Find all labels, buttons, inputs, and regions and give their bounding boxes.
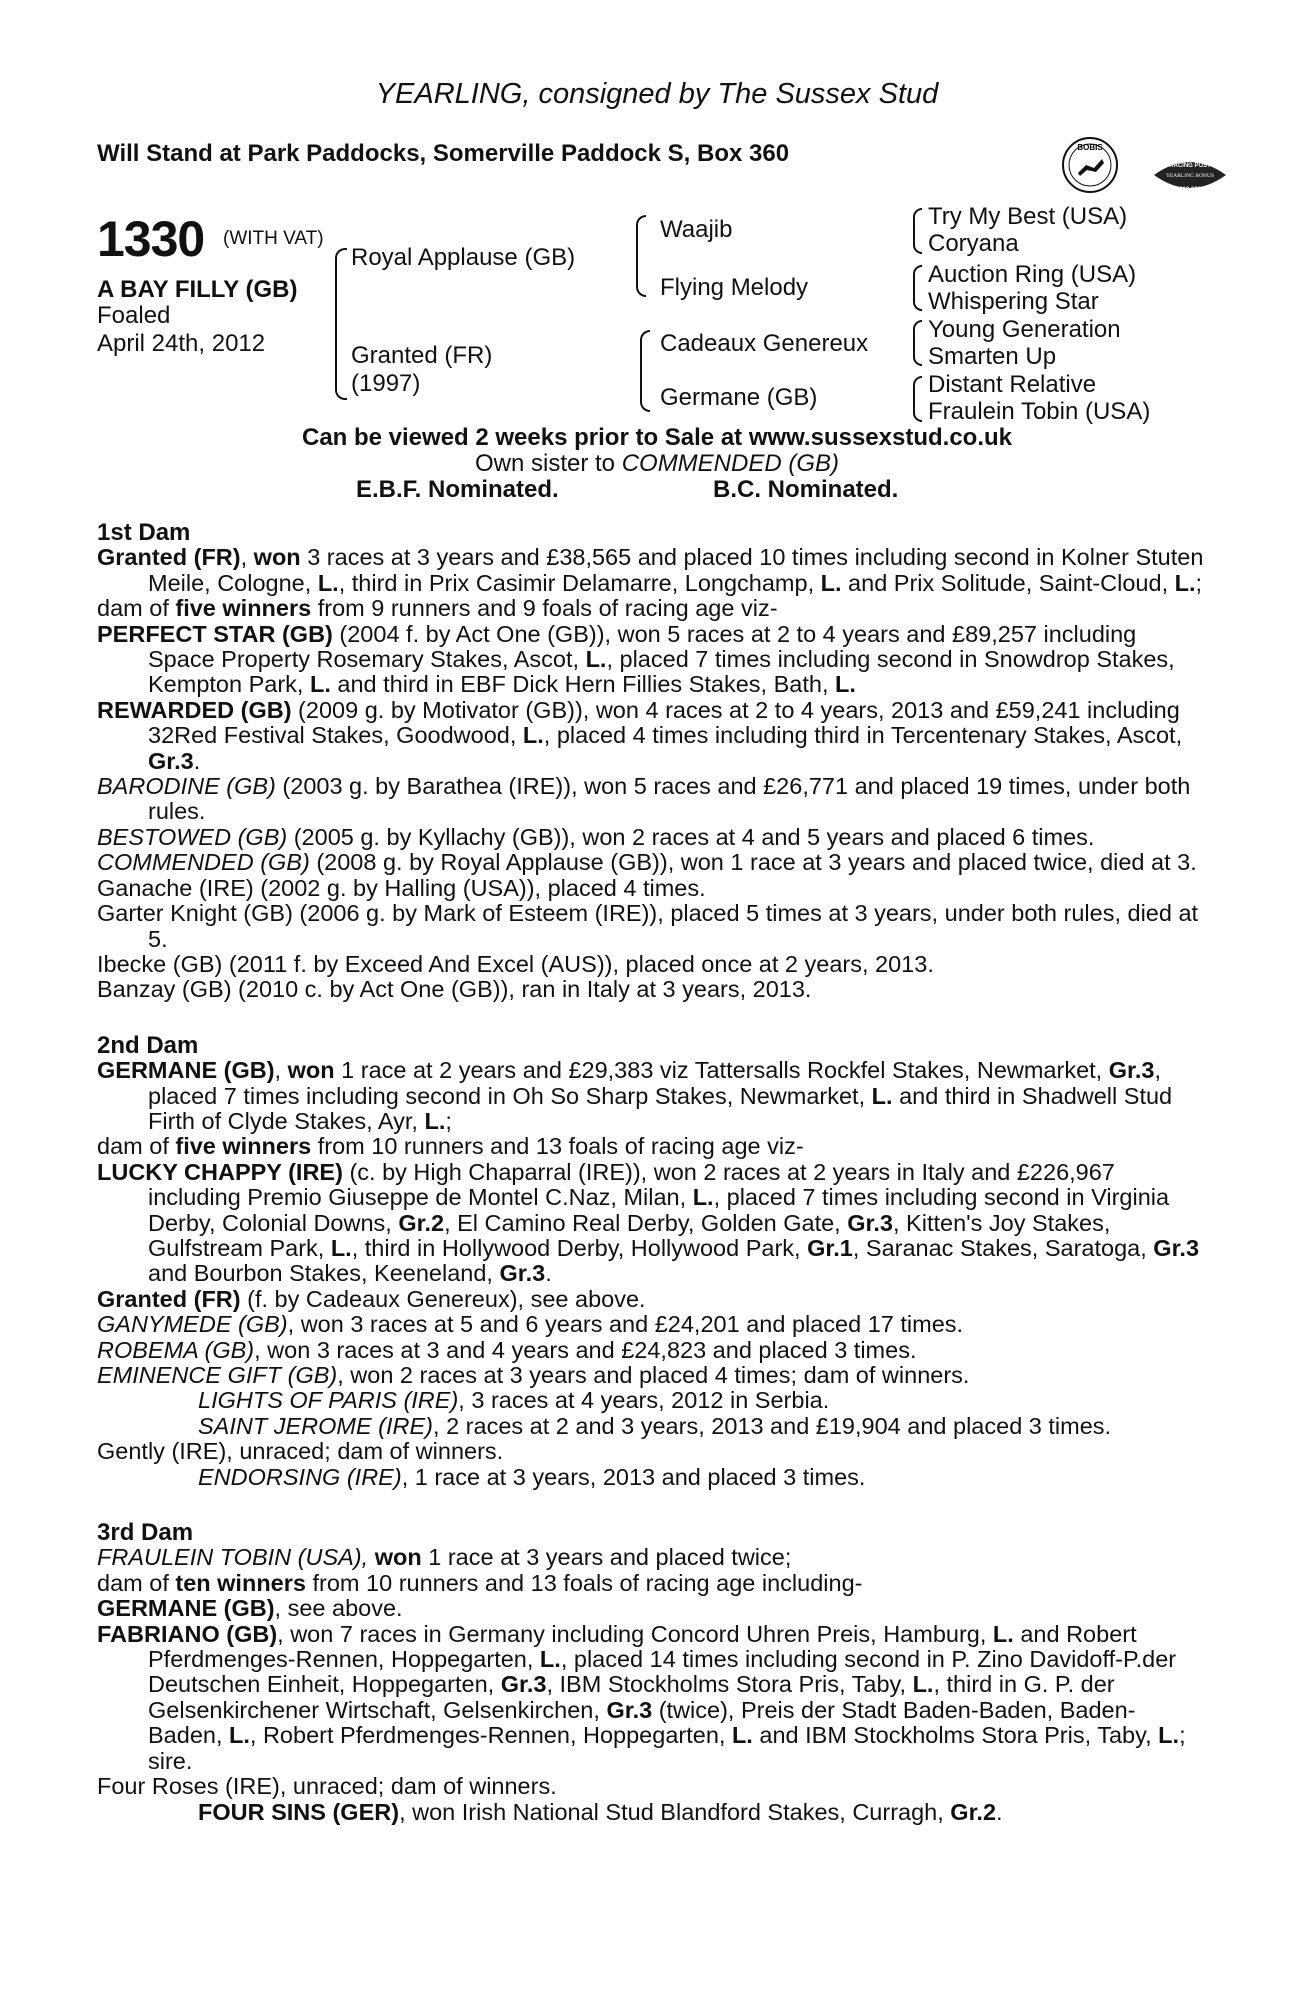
runner-text: , 3 races at 4 years, 2012 in Serbia. bbox=[458, 1387, 830, 1414]
runner-name: EMINENCE GIFT (GB) bbox=[97, 1362, 338, 1388]
list-item bbox=[97, 1596, 1207, 1621]
pedigree-dam-sire: Cadeaux Genereux bbox=[660, 330, 869, 357]
runner-name: LIGHTS OF PARIS (IRE) bbox=[198, 1387, 459, 1414]
listed-mark: L. bbox=[871, 1082, 893, 1109]
first-dam-text-b: , third in Prix Casimir Delamarre, Longchamp, bbox=[338, 569, 821, 596]
pedigree-g4: Whispering Star bbox=[928, 288, 1099, 315]
runner-name: SAINT JEROME (IRE) bbox=[198, 1412, 434, 1439]
stand-location: Will Stand at Park Paddocks, Somerville Paddock S, Box 360 bbox=[97, 140, 790, 167]
second-dam-text: 1 race at 2 years and £29,383 viz Tattersalls Rockfel Stakes, Newmarket, bbox=[334, 1057, 1109, 1084]
runner-name: PERFECT STAR (GB) bbox=[97, 620, 333, 647]
group-mark: Gr.3 bbox=[847, 1209, 893, 1236]
runner-text: , placed 7 times including second in Virginia Derby, Colonial Downs, bbox=[148, 1184, 1170, 1236]
runner-text: . bbox=[996, 1798, 1003, 1825]
listed-mark: L. bbox=[992, 1620, 1014, 1647]
listed-mark: L. bbox=[1158, 1722, 1180, 1749]
first-dam-name: Granted (FR) bbox=[97, 544, 241, 571]
pedigree-brace-dam bbox=[640, 330, 650, 412]
pedigree-sire-sire: Waajib bbox=[660, 216, 733, 243]
first-dam-record: Granted (FR), won 3 races at 3 years and £38,565 and placed 10 times including second in Kolner Stuten Meile, Cologne, L., third in Prix Casimir Delamarre, Longchamp, L. and Prix Solitude, Saint-Cloud, L.; bbox=[97, 544, 1204, 596]
group-mark: Gr.3 bbox=[499, 1260, 546, 1287]
listed-mark: L. bbox=[912, 1671, 934, 1698]
list-item: Gently (IRE), unraced; dam of winners. bbox=[97, 1438, 504, 1465]
pedigree-g8: Fraulein Tobin (USA) bbox=[928, 398, 1151, 425]
runner-text: (c. by High Chaparral (IRE)), won 2 races at 2 years in Italy and £226,967 including Premio Giuseppe de Montel C.Naz, Milan, bbox=[148, 1158, 1115, 1211]
group-mark: Gr.3 bbox=[1108, 1057, 1155, 1084]
runner-name: GANYMEDE (GB) bbox=[97, 1311, 288, 1338]
group-mark: Gr.3 bbox=[1153, 1234, 1200, 1261]
sister-note bbox=[0, 450, 1314, 478]
third-dam-won: won bbox=[374, 1544, 422, 1571]
listed-mark: L. bbox=[1174, 569, 1196, 596]
dam-of-suffix: from 10 runners and 13 foals of racing age including- bbox=[305, 1569, 863, 1596]
runner-text: , 2 races at 2 and 3 years, 2013 and £19,904 and placed 3 times. bbox=[433, 1412, 1112, 1439]
list-item bbox=[97, 1622, 1207, 1774]
bobis-logo-icon bbox=[1060, 135, 1120, 195]
pedigree-brace-main bbox=[335, 248, 347, 400]
runner-text: , Saranac Stakes, Saratoga, bbox=[852, 1234, 1154, 1261]
runner-name: COMMENDED (GB) bbox=[97, 849, 310, 876]
second-dam-text: and third in Shadwell Stud Firth of Clyde Stakes, Ayr, bbox=[148, 1082, 1173, 1134]
list-item: LUCKY CHAPPY (IRE) (c. by High Chaparral (IRE)), won 2 races at 2 years in Italy and £226,967 including Premio Giuseppe de Montel C.Naz, Milan, L., placed 7 times including second in Virginia Derby, Colonial Downs, Gr.2, El Camino Real Derby, Golden Gate, Gr.3, Kitten's Joy Stakes, Gulfstream Park, L., third in Hollywood Derby, Hollywood Park, Gr.1, Saranac Stakes, Saratoga, Gr.3 and Bourbon Stakes, Keeneland, Gr.3. bbox=[97, 1158, 1200, 1287]
runner-name: LUCKY CHAPPY (IRE) bbox=[97, 1158, 343, 1185]
third-dam-produce-summary bbox=[97, 1571, 1207, 1596]
first-dam-won: won bbox=[253, 544, 301, 571]
runner-text: , won Irish National Stud Blandford Stakes, Curragh, bbox=[399, 1798, 951, 1825]
third-dam-record bbox=[97, 1545, 1207, 1570]
dam-of-prefix: dam of bbox=[97, 1133, 176, 1160]
page-header: YEARLING, consigned by The Sussex Stud bbox=[375, 78, 939, 110]
pedigree-brace-g3 bbox=[913, 320, 922, 366]
pedigree-brace-g4 bbox=[913, 376, 922, 422]
runner-name: ROBEMA (GB) bbox=[97, 1336, 255, 1363]
foal-date: April 24th, 2012 bbox=[97, 330, 266, 357]
pedigree-g5: Young Generation bbox=[928, 316, 1121, 343]
listed-mark: L. bbox=[692, 1184, 714, 1211]
dam-of-suffix: from 9 runners and 9 foals of racing age viz- bbox=[311, 595, 778, 622]
racing-post-label: RACING POST bbox=[1169, 163, 1211, 169]
ebf-note: E.B.F. Nominated. bbox=[356, 476, 559, 503]
list-item: Ibecke (GB) (2011 f. by Exceed And Excel (AUS)), placed once at 2 years, 2013. bbox=[97, 950, 934, 977]
runner-text: , placed 14 times including second in P. Zino Davidoff-P.der Deutschen Einheit, Hoppegarten, bbox=[148, 1646, 1177, 1698]
list-item bbox=[97, 1363, 1207, 1388]
lot-number: 1330 bbox=[97, 211, 205, 267]
runner-text: and Bourbon Stakes, Keeneland, bbox=[148, 1260, 500, 1287]
listed-mark: L. bbox=[585, 646, 607, 673]
runner-text: , El Camino Real Derby, Golden Gate, bbox=[444, 1209, 848, 1236]
third-dam-text: 1 race at 3 years and placed twice; bbox=[421, 1544, 792, 1571]
bobis-label: BOBIS bbox=[1077, 143, 1103, 152]
runner-name: BARODINE (GB) bbox=[97, 773, 276, 800]
listed-mark: L. bbox=[330, 1234, 352, 1261]
runner-text: , won 3 races at 3 and 4 years and £24,823 and placed 3 times. bbox=[254, 1336, 917, 1363]
runner-text: ; sire. bbox=[148, 1722, 1186, 1774]
runner-text: and IBM Stockholms Stora Pris, Taby, bbox=[752, 1722, 1159, 1749]
second-dam-produce-summary bbox=[97, 1134, 1207, 1159]
list-item-grandchild bbox=[198, 1800, 1207, 1825]
second-dam-heading: 2nd Dam bbox=[97, 1031, 199, 1059]
yearling-bonus-logo-icon bbox=[1150, 145, 1230, 201]
dam-of-prefix: dam of bbox=[97, 1569, 176, 1596]
pedigree-g3: Auction Ring (USA) bbox=[928, 261, 1137, 288]
listed-mark: L. bbox=[522, 722, 544, 749]
first-dam-heading: 1st Dam bbox=[97, 519, 191, 546]
pedigree-brace-g2 bbox=[913, 265, 922, 311]
listed-mark: L. bbox=[835, 671, 856, 698]
list-item-grandchild bbox=[198, 1465, 1207, 1490]
runner-text: , Robert Pferdmenges-Rennen, Hoppegarten, bbox=[249, 1722, 732, 1749]
runner-text: , won 7 races in Germany including Concord Uhren Preis, Hamburg, bbox=[277, 1620, 993, 1647]
runner-name: ENDORSING (IRE) bbox=[198, 1463, 402, 1490]
runner-text: (2004 f. by Act One (GB)), won 5 races at 2 to 4 years and £89,257 including Space Property Rosemary Stakes, Ascot, bbox=[148, 620, 1137, 673]
first-dam-produce-summary bbox=[97, 596, 1207, 621]
yearling-bonus-label: YEARLING BONUS bbox=[1165, 173, 1215, 179]
runner-text: , third in Hollywood Derby, Hollywood Park, bbox=[351, 1234, 808, 1261]
pedigree-g2: Coryana bbox=[928, 230, 1019, 257]
bc-note: B.C. Nominated. bbox=[713, 476, 899, 503]
runner-text: and third in EBF Dick Hern Fillies Stakes, Bath, bbox=[330, 671, 835, 698]
runner-text: , see above. bbox=[274, 1595, 403, 1622]
second-dam-name: GERMANE (GB) bbox=[97, 1057, 275, 1084]
runner-name: GERMANE (GB) bbox=[97, 1595, 275, 1622]
runner-text: (2005 g. by Kyllachy (GB)), won 2 races at 4 and 5 years and placed 6 times. bbox=[287, 823, 1095, 850]
list-item bbox=[97, 622, 1207, 698]
group-mark: Gr.1 bbox=[807, 1234, 853, 1261]
second-dam-record: GERMANE (GB), won 1 race at 2 years and £29,383 viz Tattersalls Rockfel Stakes, Newmarket, Gr.3, placed 7 times including second in Oh So Sharp Stakes, Newmarket, L. and third in Shadwell Stud Firth of Clyde Stakes, Ayr, L.; bbox=[97, 1057, 1173, 1134]
lot-description: A BAY FILLY (GB) bbox=[97, 276, 298, 303]
runner-name: Granted (FR) bbox=[97, 1285, 241, 1312]
pedigree-g6: Smarten Up bbox=[928, 343, 1057, 370]
list-item: REWARDED (GB) (2009 g. by Motivator (GB)), won 4 races at 2 to 4 years, 2013 and £59,241 including 32Red Festival Stakes, Goodwood, L., placed 4 times including third in Tercentenary Stakes, Ascot, Gr.3. bbox=[97, 696, 1183, 774]
group-mark: Gr.3 bbox=[148, 747, 194, 774]
second-dam-text: , placed 7 times including second in Oh So Sharp Stakes, Newmarket, bbox=[148, 1057, 1161, 1109]
runner-text: , placed 4 times including third in Tercentenary Stakes, Ascot, bbox=[543, 722, 1183, 749]
pedigree-brace-sire bbox=[636, 215, 646, 297]
list-item: Garter Knight (GB) (2006 g. by Mark of Esteem (IRE)), placed 5 times at 3 years, under both rules, died at 5. bbox=[97, 900, 1199, 952]
runner-text: , placed 7 times including second in Snowdrop Stakes, Kempton Park, bbox=[148, 646, 1175, 698]
runner-name: FOUR SINS (GER) bbox=[198, 1798, 400, 1825]
pedigree-sire-dam: Flying Melody bbox=[660, 274, 809, 301]
runner-text: and Robert Pferdmenges-Rennen, Hoppegarten, bbox=[148, 1620, 1137, 1673]
dam-of-prefix: dam of bbox=[97, 595, 176, 622]
listed-mark: L. bbox=[539, 1646, 561, 1673]
sister-name: COMMENDED (GB) bbox=[621, 450, 840, 477]
pedigree-brace-g1 bbox=[913, 208, 922, 254]
foaled-label: Foaled bbox=[97, 302, 171, 329]
pedigree-dam-dam: Germane (GB) bbox=[660, 384, 818, 411]
listed-mark: L. bbox=[317, 569, 339, 596]
list-item: Banzay (GB) (2010 c. by Act One (GB)), ran in Italy at 3 years, 2013. bbox=[97, 976, 812, 1003]
runner-text: (f. by Cadeaux Genereux), see above. bbox=[240, 1285, 646, 1312]
listed-mark: L. bbox=[424, 1107, 446, 1134]
listed-mark: L. bbox=[229, 1722, 250, 1749]
list-item-grandchild bbox=[198, 1414, 1207, 1439]
dam-of-winners: five winners bbox=[175, 1133, 312, 1160]
pedigree-details bbox=[97, 520, 1207, 1825]
sister-prefix: Own sister to bbox=[474, 450, 622, 477]
list-item bbox=[97, 850, 1207, 875]
pedigree-dam-year: (1997) bbox=[351, 370, 421, 397]
dam-of-suffix: from 10 runners and 13 foals of racing age viz- bbox=[311, 1133, 804, 1160]
viewing-note: Can be viewed 2 weeks prior to Sale at www.sussexstud.co.uk bbox=[301, 424, 1013, 451]
runner-text: (2009 g. by Motivator (GB)), won 4 races at 2 to 4 years, 2013 and £59,241 including 32Red Festival Stakes, Goodwood, bbox=[148, 696, 1180, 749]
runner-name: REWARDED (GB) bbox=[97, 696, 292, 723]
runner-text: , 1 race at 3 years, 2013 and placed 3 times. bbox=[401, 1463, 866, 1490]
group-mark: Gr.3 bbox=[500, 1671, 547, 1698]
third-dam-name: FRAULEIN TOBIN (USA), bbox=[97, 1544, 369, 1571]
list-item: Four Roses (IRE), unraced; dam of winners. bbox=[97, 1773, 557, 1800]
runner-text: (twice), Preis der Stadt Baden-Baden, Baden-Baden, bbox=[148, 1696, 1136, 1749]
runner-text: , won 2 races at 3 years and placed 4 times; dam of winners. bbox=[337, 1362, 970, 1388]
list-item: Ganache (IRE) (2002 g. by Halling (USA)), placed 4 times. bbox=[97, 874, 706, 901]
listed-mark: L. bbox=[820, 569, 842, 596]
prize-label: £10,000 bbox=[1179, 187, 1201, 193]
runner-text: , third in G. P. der Gelsenkirchener Wirtschaft, Gelsenkirchen, bbox=[148, 1671, 1115, 1723]
vat-label: (WITH VAT) bbox=[223, 228, 324, 249]
list-item bbox=[97, 774, 1207, 825]
list-item bbox=[97, 1338, 1207, 1363]
runner-name: FABRIANO (GB) bbox=[97, 1620, 278, 1647]
runner-text: (2003 g. by Barathea (IRE)), won 5 races and £26,771 and placed 19 times, under both rules. bbox=[148, 773, 1191, 825]
dam-of-winners: five winners bbox=[175, 595, 312, 622]
pedigree-g1: Try My Best (USA) bbox=[928, 203, 1128, 230]
list-item-grandchild bbox=[198, 1388, 1207, 1413]
group-mark: Gr.3 bbox=[606, 1696, 653, 1723]
pedigree-dam: Granted (FR) bbox=[351, 342, 493, 369]
second-dam-won: won bbox=[287, 1057, 335, 1084]
first-dam-text-c: and Prix Solitude, Saint-Cloud, bbox=[841, 569, 1175, 596]
listed-mark: L. bbox=[731, 1722, 753, 1749]
listed-mark: L. bbox=[309, 671, 331, 698]
pedigree-sire: Royal Applause (GB) bbox=[351, 244, 576, 271]
dam-of-winners: ten winners bbox=[175, 1569, 306, 1596]
first-dam-text-a: 3 races at 3 years and £38,565 and placed 10 times including second in Kolner Stuten Meile, Cologne, bbox=[148, 544, 1204, 596]
group-mark: Gr.2 bbox=[398, 1209, 445, 1236]
group-mark: Gr.2 bbox=[950, 1798, 997, 1825]
runner-text: , Kitten's Joy Stakes, Gulfstream Park, bbox=[148, 1209, 1111, 1261]
runner-text: (2008 g. by Royal Applause (GB)), won 1 race at 3 years and placed twice, died at 3. bbox=[309, 849, 1197, 876]
runner-text: , IBM Stockholms Stora Pris, Taby, bbox=[546, 1671, 913, 1698]
list-item bbox=[97, 1287, 1207, 1312]
runner-name: BESTOWED (GB) bbox=[97, 823, 288, 850]
pedigree-g7: Distant Relative bbox=[928, 371, 1097, 398]
list-item bbox=[97, 825, 1207, 850]
runner-text: , won 3 races at 5 and 6 years and £24,201 and placed 17 times. bbox=[287, 1311, 964, 1338]
list-item bbox=[97, 1312, 1207, 1337]
third-dam-heading: 3rd Dam bbox=[97, 1519, 194, 1547]
